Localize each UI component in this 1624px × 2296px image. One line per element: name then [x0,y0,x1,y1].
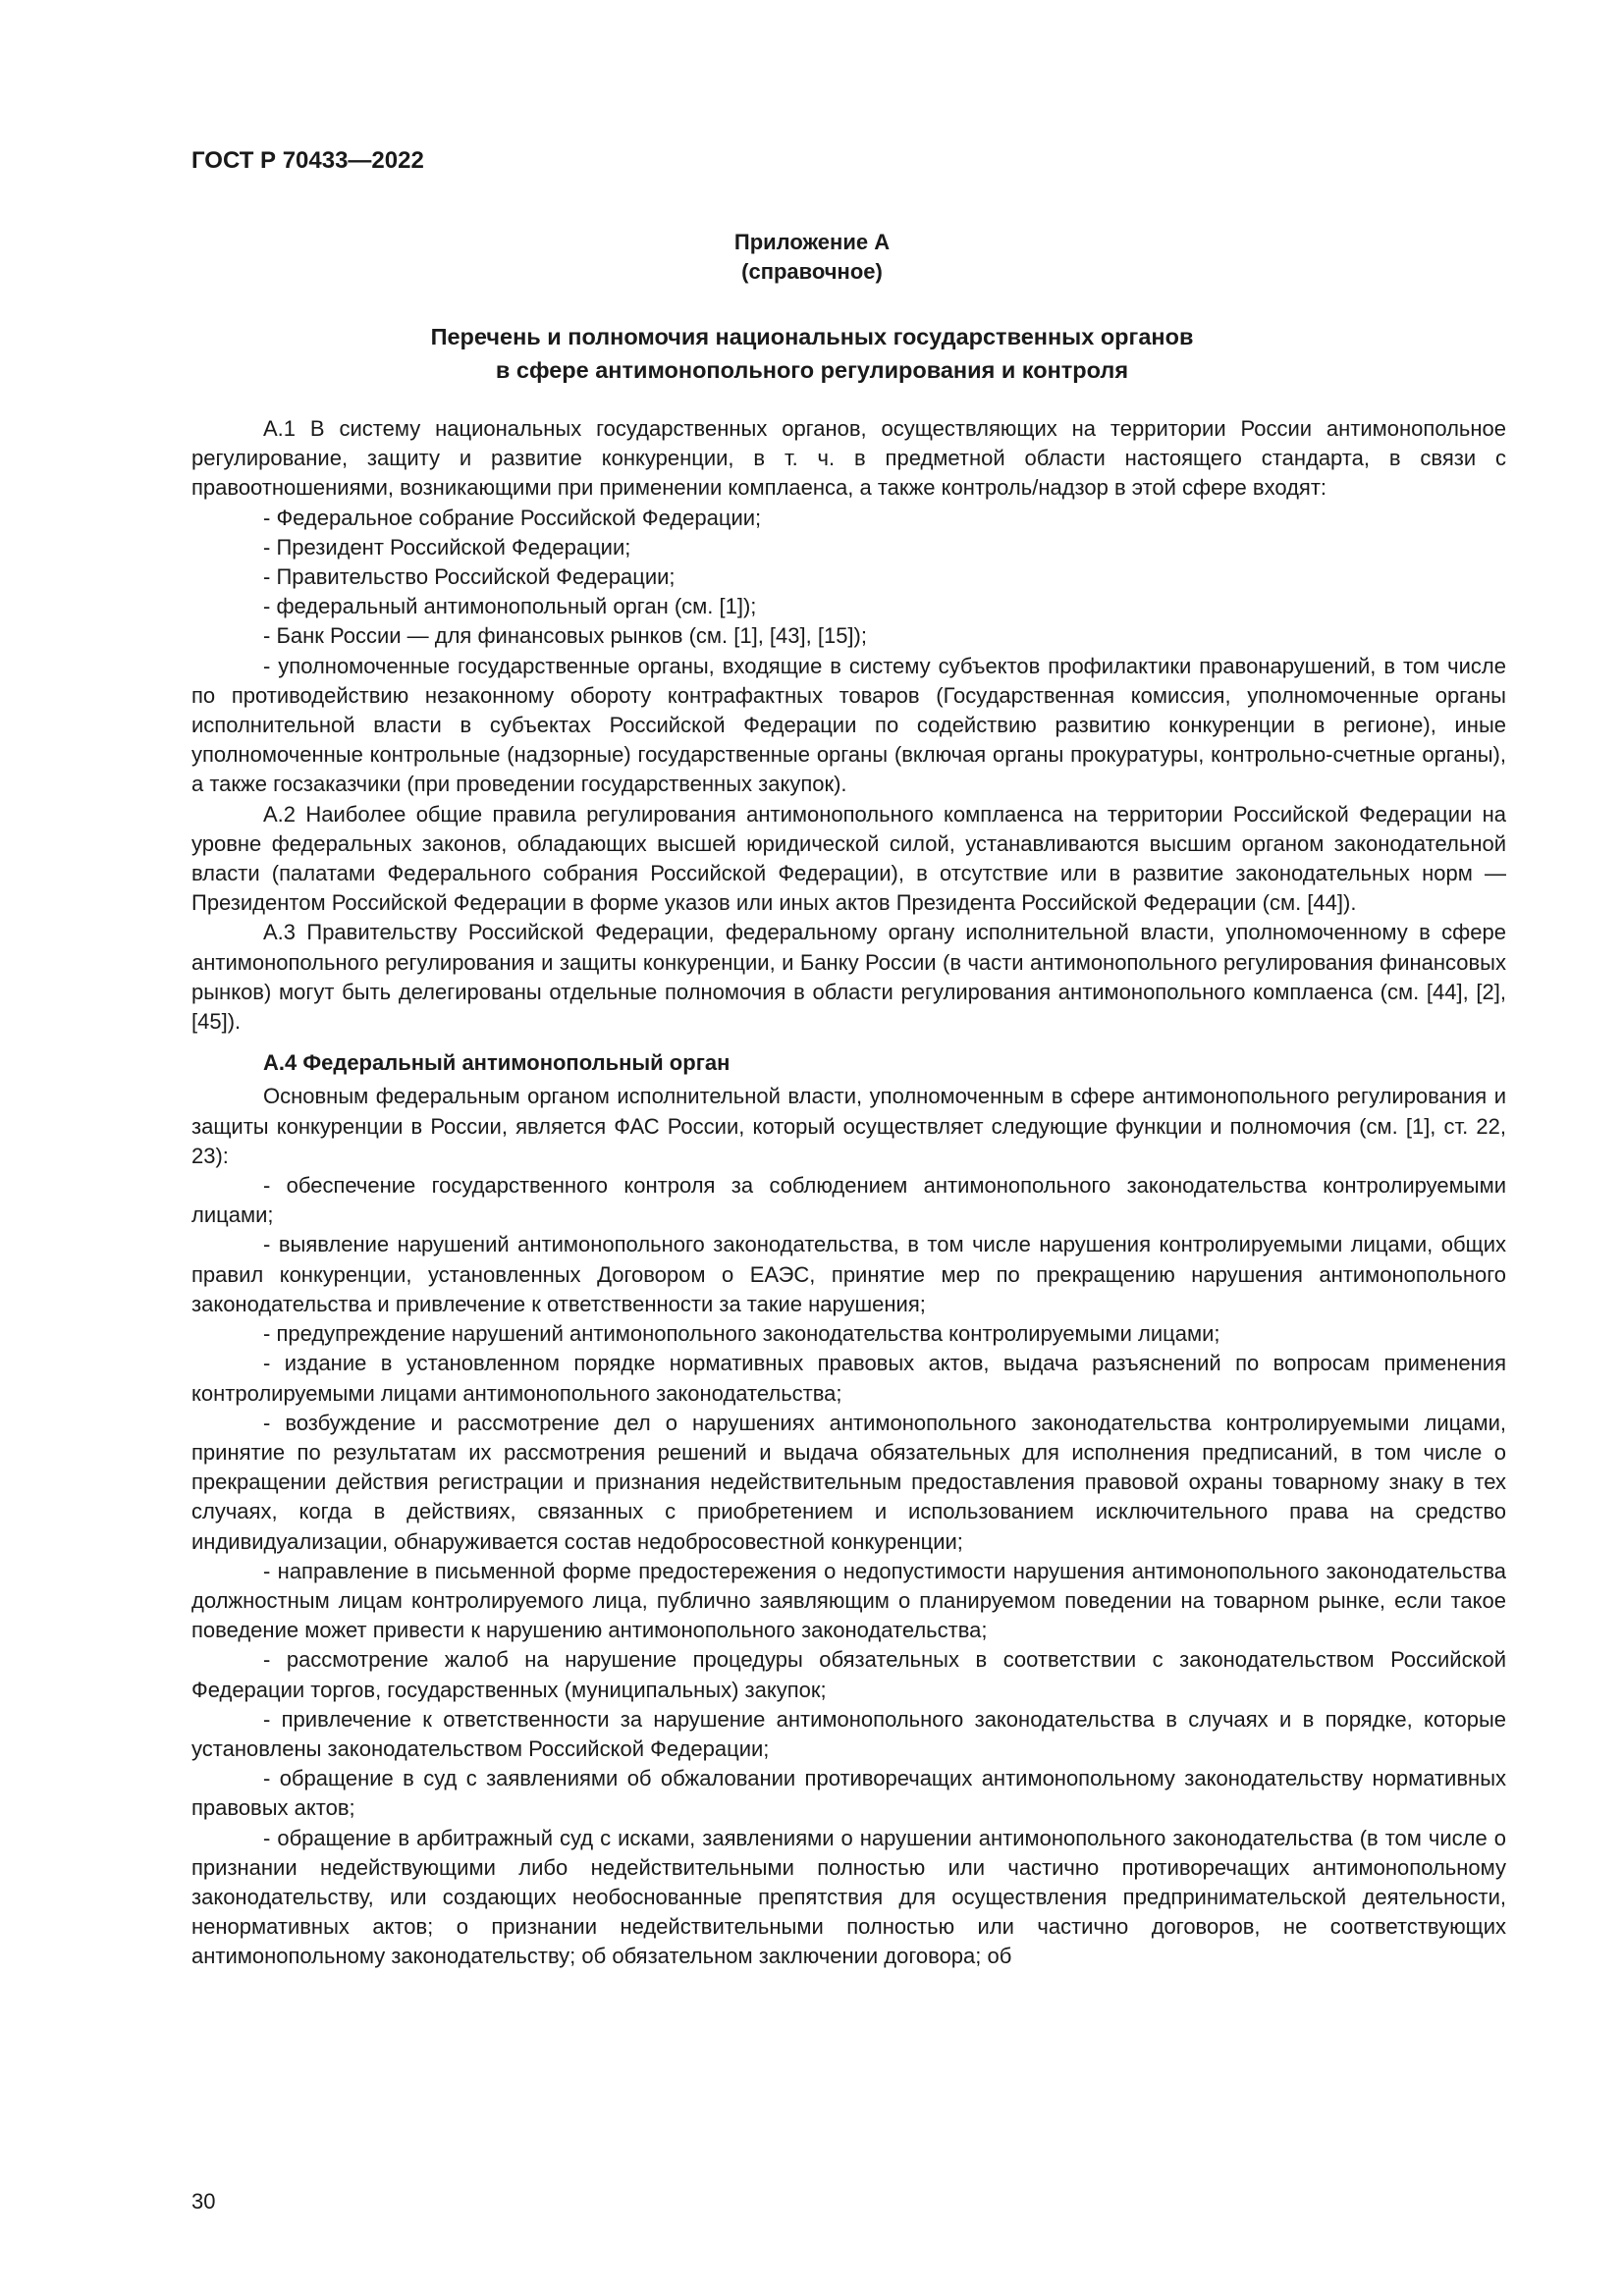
page-number: 30 [191,2189,216,2214]
list-item: - обращение в арбитражный суд с исками, заявлениями о нарушении антимонопольного законодательства (в том числе о признании недействующими либо недействительными полностью или частично противоречащих антимонопольному законодательству, или создающих необоснованные препятствия для осуществления предпринимательской деятельности, ненормативных актов; о признании недействительными полностью или частично договоров, не соответствующих антимонопольному законодательству; об обязательном заключении договора; об [191,1825,1506,1969]
title-line-2: в сфере антимонопольного регулирования и контроля [495,357,1129,383]
paragraph: А.1 В систему национальных государственных органов, осуществляющих на территории России антимонопольное регулирование, защиту и развитие конкуренции, в т. ч. в предметной области настоящего стандарта, в связи с правоотношениями, возникающими при применении комплаенса, а также контроль/надзор в этой сфере входят: [191,416,1506,501]
list-item: - Федеральное собрание Российской Федерации; [263,505,762,530]
list-item: - издание в установленном порядке нормативных правовых актов, выдача разъяснений по вопросам применения контролируемыми лицами антимонопольного законодательства; [191,1351,1506,1406]
list-item: - возбуждение и рассмотрение дел о нарушениях антимонопольного законодательства контролируемыми лицами, принятие по результатам их рассмотрения решений и выдача обязательных для исполнения предписаний, в том числе о прекращении действия регистрации и признания недействительным предоставления правовой охраны товарному знаку в тех случаях, когда в действиях, связанных с приобретением и использованием исключительного права на средство индивидуализации, обнаруживается состав недобросовестной конкуренции; [191,1410,1506,1554]
document-header: ГОСТ Р 70433—2022 [191,147,424,174]
paragraph: А.3 Правительству Российской Федерации, федеральному органу исполнительной власти, уполномоченному в сфере антимонопольного регулирования и защиты конкуренции, и Банку России (в части антимонопольного регулирования финансовых рынков) могут быть делегированы отдельные полномочия в области регулирования антимонопольного комплаенса (см. [44], [2], [45]). [191,920,1506,1035]
paragraph: А.2 Наиболее общие правила регулирования антимонопольного комплаенса на территории Российской Федерации на уровне федеральных законов, обладающих высшей юридической силой, устанавливаются высшим органом законодательной власти (палатами Федерального собрания Российской Федерации), в отсутствие или в развитие законодательных норм — Президентом Российской Федерации в форме указов или иных актов Президента Российской Федерации (см. [44]). [191,801,1506,916]
list-item: - привлечение к ответственности за нарушение антимонопольного законодательства в случаях и в порядке, которые установлены законодательством Российской Федерации; [191,1706,1506,1761]
list-item: - уполномоченные государственные органы, входящие в систему субъектов профилактики правонарушений, в том числе по противодействию незаконному обороту контрафактных товаров (Государственная комиссия, уполномоченные органы исполнительной власти в субъектах Российской Федерации по содействию развитию конкуренции в регионе), иные уполномоченные контрольные (надзорные) государственные органы (включая органы прокуратуры, контрольно-счетные органы), а также госзаказчики (при проведении государственных закупок). [191,653,1506,797]
list-item: - обеспечение государственного контроля за соблюдением антимонопольного законодательства контролируемыми лицами; [191,1173,1506,1228]
appendix-label: Приложение А [733,230,891,254]
title-line-1: Перечень и полномочия национальных государственных органов [430,324,1194,349]
list-item: - направление в письменной форме предостережения о недопустимости нарушения антимонопольного законодательства должностным лицам контролируемого лица, публично заявляющим о планируемом поведении на товарном рынке, если такое поведение может привести к нарушению антимонопольного законодательства; [191,1558,1506,1643]
list-item: - Правительство Российской Федерации; [263,564,676,590]
paragraph: Основным федеральным органом исполнительной власти, уполномоченным в сфере антимонопольного регулирования и защиты конкуренции в России, является ФАС России, который осуществляет следующие функции и полномочия (см. [1], ст. 22, 23): [191,1084,1506,1168]
list-item: - рассмотрение жалоб на нарушение процедуры обязательных в соответствии с законодательством Российской Федерации торгов, государственных (муниципальных) закупок; [191,1647,1506,1702]
list-item: - выявление нарушений антимонопольного законодательства, в том числе нарушения контролируемыми лицами, общих правил конкуренции, установленных Договором о ЕАЭС, принятие мер по прекращению нарушения антимонопольного законодательства и привлечение к ответственности за такие нарушения; [191,1232,1506,1316]
list-item: - Банк России — для финансовых рынков (см. [1], [43], [15]); [263,623,867,649]
list-item: - Президент Российской Федерации; [263,534,631,560]
appendix-type: (справочное) [741,259,883,284]
appendix-title [0,320,1624,387]
appendix-heading [0,228,1624,287]
section-heading: А.4 Федеральный антимонопольный орган [263,1050,731,1076]
list-item: - обращение в суд с заявлениями об обжаловании противоречащих антимонопольному законодательству нормативных правовых актов; [191,1766,1506,1821]
document-body [191,414,1506,1972]
list-item: - федеральный антимонопольный орган (см. [1]); [263,594,757,619]
list-item: - предупреждение нарушений антимонопольного законодательства контролируемыми лицами; [263,1321,1220,1347]
